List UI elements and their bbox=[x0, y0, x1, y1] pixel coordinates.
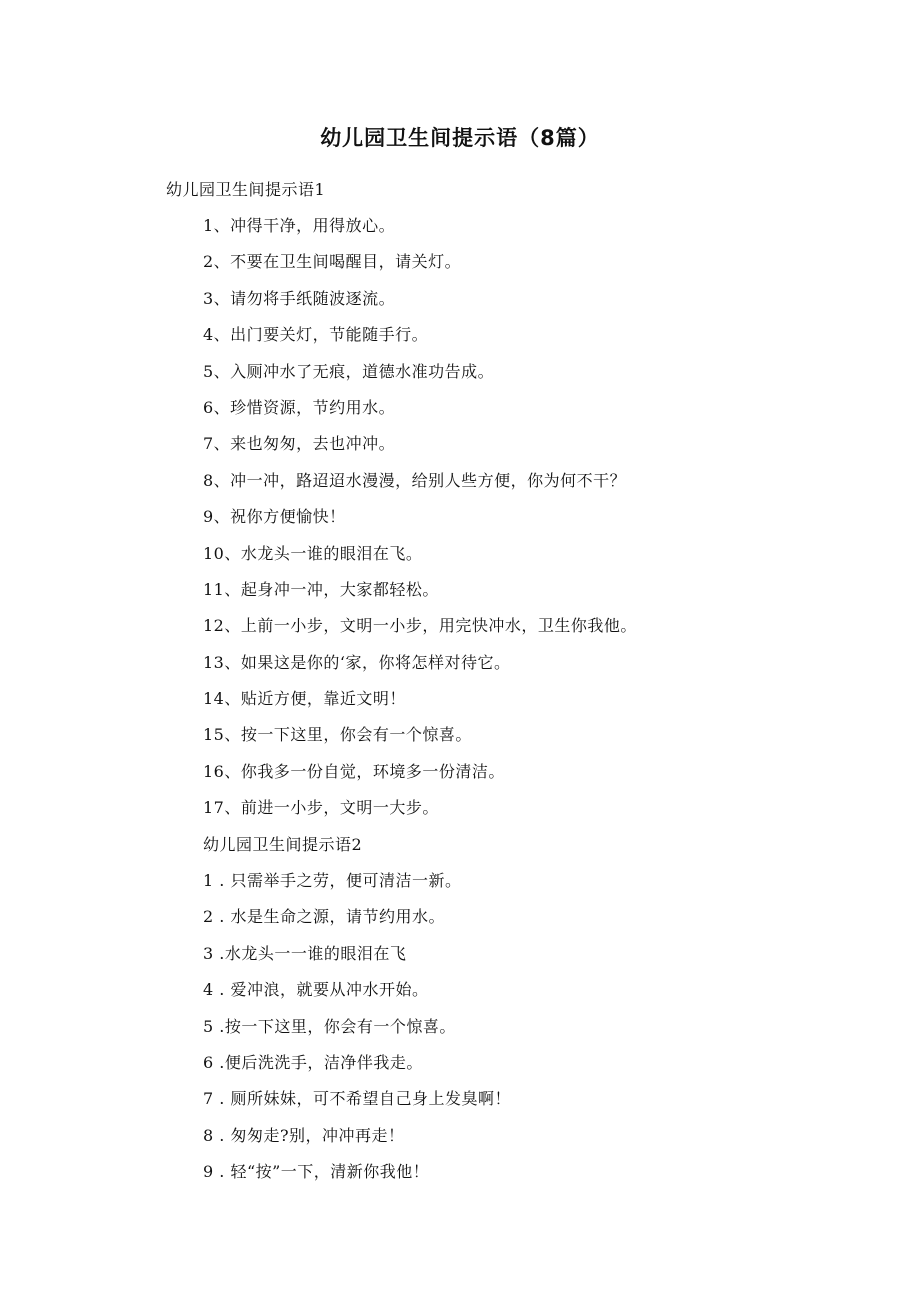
list-item: 2 . 水是生命之源，请节约用水。 bbox=[203, 907, 445, 927]
list-item: 11、起身冲一冲，大家都轻松。 bbox=[203, 579, 439, 599]
list-item: 10、水龙头一谁的眼泪在飞。 bbox=[203, 543, 423, 563]
list-item: 8 . 匆匆走?别，冲冲再走！ bbox=[203, 1125, 405, 1145]
section-heading-2: 幼儿园卫生间提示语2 bbox=[203, 835, 363, 854]
list-item: 12、上前一小步，文明一小步，用完快冲水，卫生你我他。 bbox=[203, 616, 637, 636]
list-item: 7、来也匆匆，去也冲冲。 bbox=[203, 434, 396, 454]
list-item: 6、珍惜资源，节约用水。 bbox=[203, 397, 396, 417]
list-item: 1 . 只需举手之劳，便可清洁一新。 bbox=[203, 871, 462, 890]
list-item: 9、祝你方便愉快！ bbox=[203, 507, 346, 527]
document-title: 幼儿园卫生间提示语（8篇） bbox=[320, 126, 600, 150]
list-item: 5 .按一下这里，你会有一个惊喜。 bbox=[203, 1016, 456, 1036]
list-item: 8、冲一冲，路迢迢水漫漫，给别人些方便，你为何不干？ bbox=[203, 470, 627, 490]
list-item: 4 . 爱冲浪，就要从冲水开始。 bbox=[203, 980, 429, 1000]
list-item: 15、按一下这里，你会有一个惊喜。 bbox=[203, 725, 472, 745]
list-item: 1、冲得干净，用得放心。 bbox=[203, 216, 396, 235]
list-item: 7 . 厕所妹妹，可不希望自己身上发臭啊！ bbox=[203, 1089, 511, 1109]
section-heading-1: 幼儿园卫生间提示语1 bbox=[166, 180, 326, 199]
list-item: 17、前进一小步，文明一大步。 bbox=[203, 798, 439, 818]
list-item: 2、不要在卫生间喝醒目，请关灯。 bbox=[203, 252, 462, 272]
list-item: 14、贴近方便，靠近文明！ bbox=[203, 689, 406, 709]
list-item: 16、你我多一份自觉，环境多一份清洁。 bbox=[203, 761, 505, 781]
list-item: 4、出门要关灯，节能随手行。 bbox=[203, 325, 429, 345]
list-item: 5、入厕冲水了无痕，道德水准功告成。 bbox=[203, 361, 495, 381]
list-item: 3 .水龙头一一谁的眼泪在飞 bbox=[203, 943, 407, 963]
list-item: 13、如果这是你的‘家，你将怎样对待它。 bbox=[203, 652, 511, 672]
tips-list-1 bbox=[203, 214, 637, 833]
list-item: 9 . 轻“按”一下，清新你我他！ bbox=[203, 1162, 430, 1182]
list-item: 6 .便后洗洗手，洁净伴我走。 bbox=[203, 1052, 423, 1072]
tips-list-2 bbox=[203, 869, 511, 1197]
list-item: 3、请勿将手纸随波逐流。 bbox=[203, 288, 396, 308]
